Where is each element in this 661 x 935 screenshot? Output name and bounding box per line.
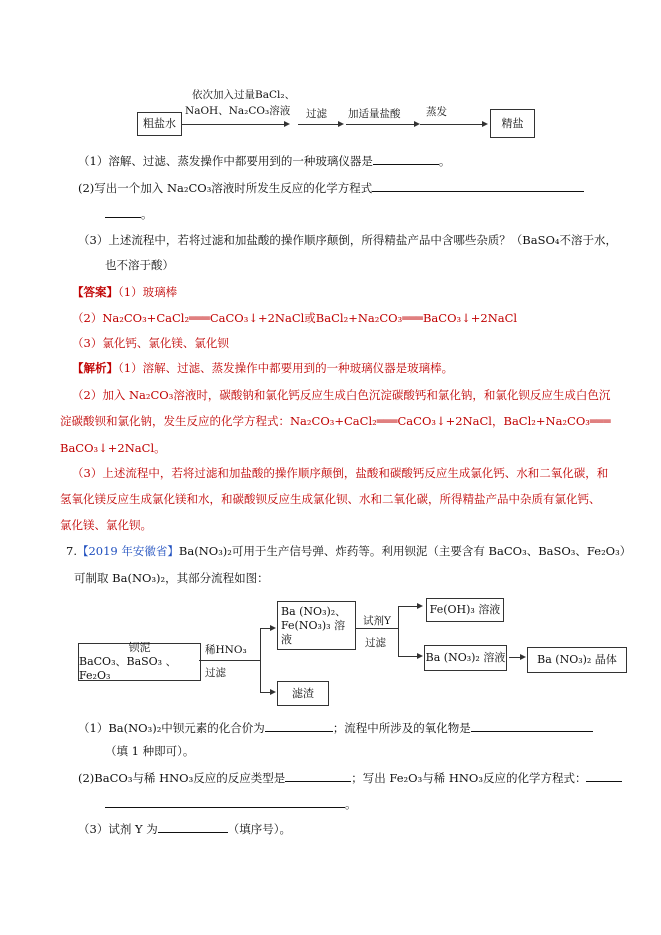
answer-blank[interactable] [105, 796, 345, 808]
flow-step3-label: 加适量盐酸 [348, 108, 401, 120]
analysis-line-5: （3）上述流程中，若将过滤和加盐酸的操作顺序颠倒，盐酸和碳酸钙反应生成氯化钙、水和二氧化碳，和 [72, 466, 609, 480]
arrow-head [284, 121, 290, 127]
arrow [298, 124, 338, 125]
punct: 。 [141, 207, 153, 221]
question-text: (2)写出一个加入 Na₂CO₃溶液时所发生反应的化学方程式 [78, 181, 373, 195]
arrow-head [417, 653, 423, 659]
answer-blank[interactable] [158, 821, 228, 833]
analysis-line-4: BaCO₃↓+2NaCl。 [60, 441, 166, 455]
analysis-text: （1）溶解、过滤、蒸发操作中都要用到的一种玻璃仪器是玻璃棒。 [118, 361, 454, 375]
answer-blank[interactable] [265, 720, 333, 732]
box-label: Ba (NO₃)₂ 溶液 [425, 651, 506, 664]
q6-question-2-cont [105, 206, 153, 221]
punct: 。 [438, 154, 451, 168]
analysis-line-7: 氯化镁、氯化钡。 [60, 518, 152, 532]
arrow-head [520, 654, 526, 660]
question-text: (2)BaCO₃与稀 HNO₃反应的反应类型是 [78, 771, 286, 785]
answer-tag: 【答案】 [72, 285, 118, 299]
box-label: Ba (NO₃)₂ 晶体 [537, 653, 617, 666]
arrow [420, 124, 482, 125]
q6-question-1 [78, 153, 450, 168]
answer-blank[interactable] [586, 770, 622, 782]
q7-question-1 [78, 720, 593, 735]
q7-question-3 [78, 821, 291, 836]
box-label: Fe(OH)₃ 溶液 [429, 603, 501, 616]
arrow-head [417, 603, 423, 609]
flow-filter2-label: 过滤 [365, 637, 386, 649]
answer-blank[interactable] [372, 180, 584, 192]
q7-question-2 [78, 770, 622, 785]
analysis-line-1 [72, 361, 453, 375]
q6-question-3: （3）上述流程中，若将过滤和加盐酸的操作顺序颠倒，所得精盐产品中含哪些杂质？（BaSO₄不溶于水， [78, 233, 618, 247]
flow-step1-label: 依次加入过量BaCl₂、 [192, 89, 296, 101]
flow-box-crystal [527, 647, 627, 673]
question-text: ；写出 Fe₂O₃与稀 HNO₃反应的化学方程式： [351, 771, 587, 785]
flow-line [398, 606, 417, 607]
flow-box-refined-salt [490, 109, 535, 138]
analysis-line-2: （2）加入 Na₂CO₃溶液时，碳酸钠和氯化钙反应生成白色沉淀碳酸钙和氯化钠，和氯化钡反应生成白色沉 [72, 388, 611, 402]
analysis-line-6: 氢氧化镁反应生成氯化镁和水，和碳酸钡反应生成氯化钡、水和二氧化碳，所得精盐产品中杂质有氯化钙、 [60, 492, 601, 506]
flow-step2-label: 过滤 [306, 108, 327, 120]
question-text: ；流程中所涉及的氧化物是 [332, 721, 471, 735]
flow-box-crude-brine [137, 112, 182, 136]
punct: 。 [345, 797, 357, 811]
flow-line [260, 692, 270, 693]
flow-line [509, 657, 520, 658]
q7-intro-cont: 可制取 Ba(NO₃)₂，其部分流程如图： [74, 571, 269, 585]
question-source: 【2019 年安徽省】 [76, 544, 179, 558]
flow-reagent-label: 稀HNO₃ [205, 644, 247, 656]
flow-box-solution [277, 601, 356, 650]
flow-line [398, 656, 417, 657]
box-label: BaCO₃、BaSO₃ 、Fe₂O₃ [79, 655, 177, 682]
answer-blank[interactable] [105, 206, 141, 218]
flow-box-residue [277, 681, 329, 706]
question-number: 7. [66, 544, 77, 558]
answer-text: （1）玻璃棒 [118, 285, 178, 299]
flow-box-ba-solution [424, 645, 507, 671]
question-text: Ba(NO₃)₂可用于生产信号弹、炸药等。利用钡泥（主要含有 BaCO₃、BaSO₃、Fe₂O₃） [178, 544, 632, 558]
arrow-head [270, 625, 276, 631]
answer-blank[interactable] [373, 153, 439, 165]
answer-line-2: （2）Na₂CO₃+CaCl₂═══CaCO₃↓+2NaCl或BaCl₂+Na₂CO₃═══BaCO₃↓+2NaCl [72, 311, 518, 325]
flow-line [356, 628, 398, 629]
answer-blank[interactable] [471, 720, 593, 732]
flow-step1-label2: NaOH、Na₂CO₃溶液 [185, 105, 291, 117]
arrow-head [270, 689, 276, 695]
flow-line [260, 628, 261, 692]
answer-line-1 [72, 285, 177, 299]
question-text: （填序号）。 [227, 822, 291, 836]
q7-question-2-cont [105, 796, 357, 811]
q6-question-3-cont: 也不溶于酸） [105, 258, 174, 272]
analysis-line-3: 淀碳酸钡和氯化钠，发生反应的化学方程式：Na₂CO₃+CaCl₂═══CaCO₃↓+2NaCl，BaCl₂+Na₂CO₃═══ [60, 414, 611, 428]
arrow-head [338, 121, 344, 127]
arrow-head [482, 121, 488, 127]
box-label: 滤渣 [292, 686, 314, 700]
flow-box-feoh3 [426, 598, 504, 622]
q7-question-1-cont: （填 1 种即可）。 [105, 744, 195, 758]
flow-line [199, 660, 260, 661]
arrow [346, 124, 414, 125]
flow-filter-label: 过滤 [205, 667, 226, 679]
box-label: Fe(NO₃)₃ 溶液 [281, 618, 346, 646]
box-label: 钡泥 [128, 641, 151, 654]
flow-step4-label: 蒸发 [426, 106, 447, 118]
flow-line [260, 628, 270, 629]
flow-reagent-y-label: 试剂Y [363, 615, 391, 627]
arrow [181, 124, 284, 125]
flow-box-barium-mud [78, 643, 201, 681]
box-label: 精盐 [501, 116, 524, 130]
q7-intro [66, 544, 631, 558]
flow-line [398, 606, 399, 657]
answer-blank[interactable] [285, 770, 351, 782]
question-text: （1）Ba(NO₃)₂中钡元素的化合价为 [78, 721, 265, 735]
box-label: 粗盐水 [143, 117, 176, 130]
q6-question-2 [78, 180, 584, 195]
answer-line-3: （3）氯化钙、氯化镁、氯化钡 [72, 336, 229, 350]
question-text: （3）试剂 Y 为 [78, 822, 158, 836]
box-label: Ba (NO₃)₂、 [281, 604, 347, 618]
question-text: （1）溶解、过滤、蒸发操作中都要用到的一种玻璃仪器是 [78, 154, 373, 168]
analysis-tag: 【解析】 [72, 361, 118, 375]
